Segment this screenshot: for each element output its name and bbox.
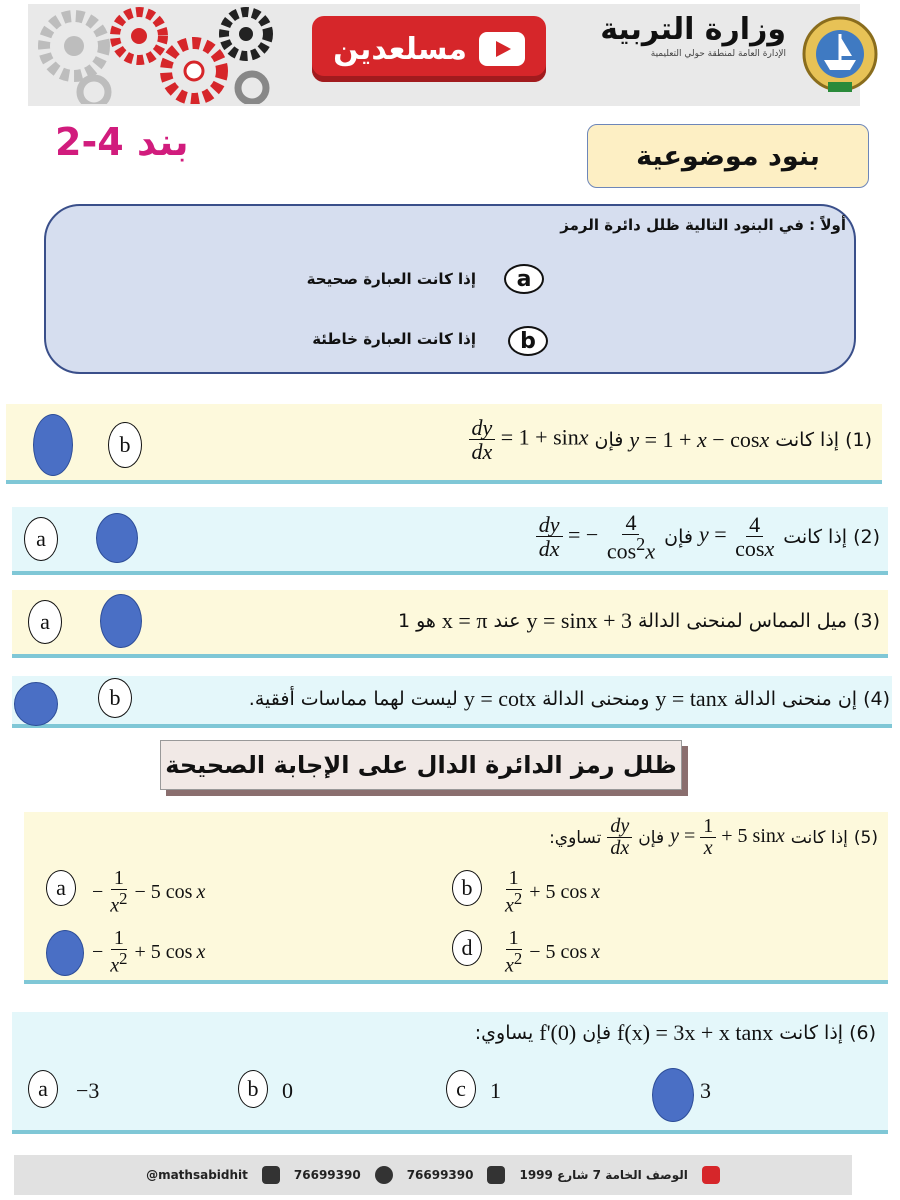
question-4-pre: إن منحنى الدالة [733, 688, 858, 710]
question-3-text [398, 608, 880, 634]
question-5-eq: y = $\frac{1}{x}$ + 5 sinx [670, 815, 785, 859]
question-5-option-c-shaded[interactable] [46, 930, 84, 976]
option-d-tail: − 5 cos [529, 940, 588, 963]
ministry-title: وزارة التربية [600, 12, 786, 47]
option-a-text: إذا كانت العبارة صحيحة [306, 270, 476, 288]
location-icon [702, 1166, 720, 1184]
band-label: بند 4-2 [55, 120, 189, 164]
question-6-number: (6) [849, 1022, 876, 1044]
ministry-emblem-icon [798, 12, 882, 100]
mcq-subheading [160, 740, 682, 790]
question-3-post: هو 1 [397, 610, 436, 632]
question-5-option-a-expr: − $\frac{1}{x^2}$ − 5 cos x [92, 867, 206, 917]
question-3-pre: ميل المماس لمنحنى الدالة [637, 610, 848, 632]
instagram-icon [262, 1166, 280, 1184]
question-5-text [549, 816, 878, 859]
option-a-symbol: a [504, 264, 544, 294]
shaded-answer-circle[interactable] [96, 513, 138, 563]
question-2 [12, 507, 888, 571]
question-2-mid: فإن [664, 525, 693, 548]
question-2-option-symbol[interactable]: a [24, 517, 58, 561]
question-4-number: (4) [863, 688, 890, 710]
question-2-pre: إذا كانت [783, 525, 848, 548]
instructions-box [44, 204, 856, 374]
option-c-sign: − [92, 940, 104, 963]
question-5-option-d[interactable]: d [452, 930, 482, 966]
question-2-number: (2) [853, 525, 880, 548]
question-2-text [536, 511, 880, 563]
question-6-text [475, 1020, 876, 1046]
question-6-post: يساوي: [474, 1022, 534, 1044]
ministry-logo [550, 12, 786, 100]
question-3-number: (3) [853, 610, 880, 632]
footer-phone-2: 76699390 [406, 1168, 474, 1182]
question-3 [12, 590, 888, 654]
question-6-option-b-value: 0 [282, 1078, 293, 1103]
question-6-option-c-value: 1 [490, 1078, 501, 1103]
header-banner [28, 4, 860, 106]
option-b-text: إذا كانت العبارة خاطئة [312, 330, 476, 348]
question-4-eq: y = tanx [655, 686, 728, 711]
banner-text: مسلعدين [333, 31, 467, 67]
option-b-symbol: b [508, 326, 548, 356]
question-3-mid: عند [493, 610, 521, 632]
whatsapp-icon [375, 1166, 393, 1184]
question-5-option-d-expr: $\frac{1}{x^2}$ − 5 cos x [505, 927, 601, 977]
question-6 [12, 1012, 888, 1130]
question-1-mid: فإن [594, 428, 624, 451]
banner-button[interactable] [312, 16, 546, 82]
question-1-option-symbol[interactable]: b [108, 422, 142, 468]
question-4-text [249, 686, 890, 712]
question-3-eq2: x = π [441, 608, 488, 633]
footer-bar [14, 1155, 852, 1195]
ministry-subtitle: الإدارة العامة لمنطقة حولي التعليمية [650, 49, 786, 59]
footer-address: الوصف الخامة 7 شارع 1999 [519, 1168, 688, 1182]
shaded-answer-circle[interactable] [14, 682, 58, 726]
question-4-mid: ومنحنى الدالة [542, 688, 650, 710]
play-icon [479, 32, 525, 66]
question-2-eq-dydx: $\frac{dy}{dx}$ = − $\frac{4}{\cos^2x}$ [536, 511, 658, 563]
option-b-tail: + 5 cos [529, 880, 588, 903]
question-5-mid: فإن [638, 827, 665, 848]
question-1-number: (1) [845, 428, 872, 451]
question-1-eq-dydx: $\frac{dy}{dx}$ = 1 + sinx [469, 416, 589, 463]
question-1-eq-y: y = 1 + x − cosx [629, 426, 770, 452]
question-5-option-a[interactable]: a [46, 870, 76, 906]
question-5-option-c-expr: − $\frac{1}{x^2}$ + 5 cos x [92, 927, 206, 977]
gears-decoration-icon [34, 6, 274, 104]
question-5-number: (5) [853, 827, 878, 848]
question-5-post: تساوي: [549, 827, 602, 848]
question-6-option-d-shaded[interactable] [652, 1068, 694, 1122]
question-6-option-d-value: 3 [700, 1078, 711, 1103]
question-5-pre: إذا كانت [790, 827, 848, 848]
question-4 [12, 676, 892, 724]
question-6-eq: f(x) = 3x + x tanx [617, 1020, 774, 1045]
option-a-tail: − 5 cos [134, 880, 193, 903]
question-3-option-symbol[interactable]: a [28, 600, 62, 644]
question-5-option-b-expr: $\frac{1}{x^2}$ + 5 cos x [505, 867, 601, 917]
question-3-eq: y = sinx + 3 [526, 608, 632, 633]
instructions-heading: أولاً : في البنود التالية ظلل دائرة الرمز [560, 216, 846, 234]
question-1-text [469, 416, 873, 463]
question-6-option-b[interactable]: b [238, 1070, 268, 1108]
question-5 [24, 812, 888, 980]
question-6-option-a[interactable]: a [28, 1070, 58, 1108]
question-4-post: ليست لهما مماسات أفقية. [248, 688, 458, 710]
question-4-eq2: y = cotx [463, 686, 537, 711]
question-6-mid: فإن [582, 1022, 612, 1044]
section-title-box [587, 124, 869, 188]
question-2-eq-y: y = $\frac{4}{\cos x}$ [698, 512, 775, 562]
question-1 [6, 404, 882, 480]
option-c-tail: + 5 cos [134, 940, 193, 963]
question-4-option-symbol[interactable]: b [98, 678, 132, 718]
question-5-dydx: $\frac{dy}{dx}$ [607, 816, 632, 859]
footer-phone-1: 76699390 [293, 1168, 361, 1182]
shaded-answer-circle[interactable] [33, 414, 73, 476]
shaded-answer-circle[interactable] [100, 594, 142, 648]
footer-instagram: @mathsabidhit [146, 1168, 248, 1182]
question-1-pre: إذا كانت [775, 428, 840, 451]
question-6-option-a-value: −3 [76, 1078, 100, 1103]
question-6-option-c[interactable]: c [446, 1070, 476, 1108]
mcq-subheading-text: ظلل رمز الدائرة الدال على الإجابة الصحيحة [165, 751, 677, 779]
question-5-option-b[interactable]: b [452, 870, 482, 906]
question-6-pre: إذا كانت [779, 1022, 844, 1044]
section-title: بنود موضوعية [636, 140, 820, 172]
phone-icon [487, 1166, 505, 1184]
option-a-sign: − [92, 880, 104, 903]
question-6-eq2: f'(0) [539, 1020, 577, 1045]
